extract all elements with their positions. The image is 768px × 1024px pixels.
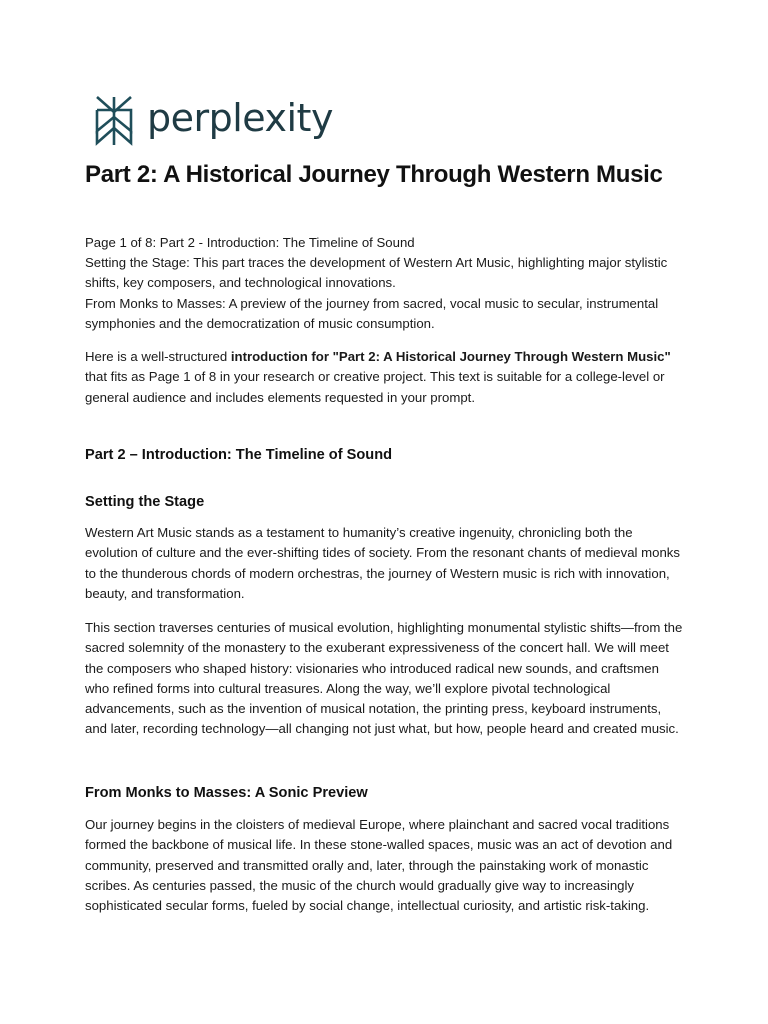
intro-bold: introduction for "Part 2: A Historical Journey Through Western Music" [230,349,671,364]
monks-masses-heading: From Monks to Masses: A Sonic Preview [85,785,368,801]
perplexity-logo-icon [93,95,135,147]
page-title: Part 2: A Historical Journey Through Western Music [85,161,663,188]
summary-line-3: From Monks to Masses: A preview of the journey from sacred, vocal music to secular, instrumental symphonies and the democratization of music consumption. [85,295,659,331]
perplexity-wordmark: perplexity [147,96,333,140]
summary-line-2: Setting the Stage: This part traces the development of Western Art Music, highlighting major stylistic shifts, key composers, and technological innovations. [85,255,668,291]
perplexity-logo [93,93,333,149]
section-heading: Part 2 – Introduction: The Timeline of Sound [85,447,393,463]
summary-line-1: Page 1 of 8: Part 2 - Introduction: The Timeline of Sound [85,235,415,250]
intro-paragraph [85,347,685,408]
setting-stage-paragraph-2: This section traverses centuries of musical evolution, highlighting monumental stylistic shifts—from the sacred solemnity of the monastery to the exuberant expressiveness of the concert hall. We will meet the composers who shaped history: visionaries who introduced radical new sounds, and craftsmen who refined forms into cultural treasures. Along the way, we’ll explore pivotal technological advancements, such as the invention of musical notation, the printing press, keyboard instruments, and later, recording technology—all changing not just what, but how, people heard and created music. [85,620,683,737]
intro-rest: that fits as Page 1 of 8 in your research or creative project. This text is suitable for a college-level or general audience and includes elements requested in your prompt. [85,369,665,405]
setting-stage-paragraph-1: Western Art Music stands as a testament to humanity’s creative ingenuity, chronicling both the evolution of culture and the ever-shifting tides of society. From the resonant chants of medieval monks to the thunderous chords of modern orchestras, the journey of Western music is rich with innovation, beauty, and transformation. [85,525,680,601]
setting-stage-heading: Setting the Stage [85,494,205,510]
monks-masses-paragraph-1: Our journey begins in the cloisters of medieval Europe, where plainchant and sacred vocal traditions formed the backbone of musical life. In these stone-walled spaces, music was an act of devotion and community, preserved and transmitted orally and, later, through the painstaking work of monastic scribes. As centuries passed, the music of the church would gradually give way to increasingly sophisticated secular forms, fueled by social change, intellectual curiosity, and artistic risk-taking. [85,817,673,914]
summary-block [85,233,685,334]
intro-lead: Here is a well-structured [85,349,231,364]
